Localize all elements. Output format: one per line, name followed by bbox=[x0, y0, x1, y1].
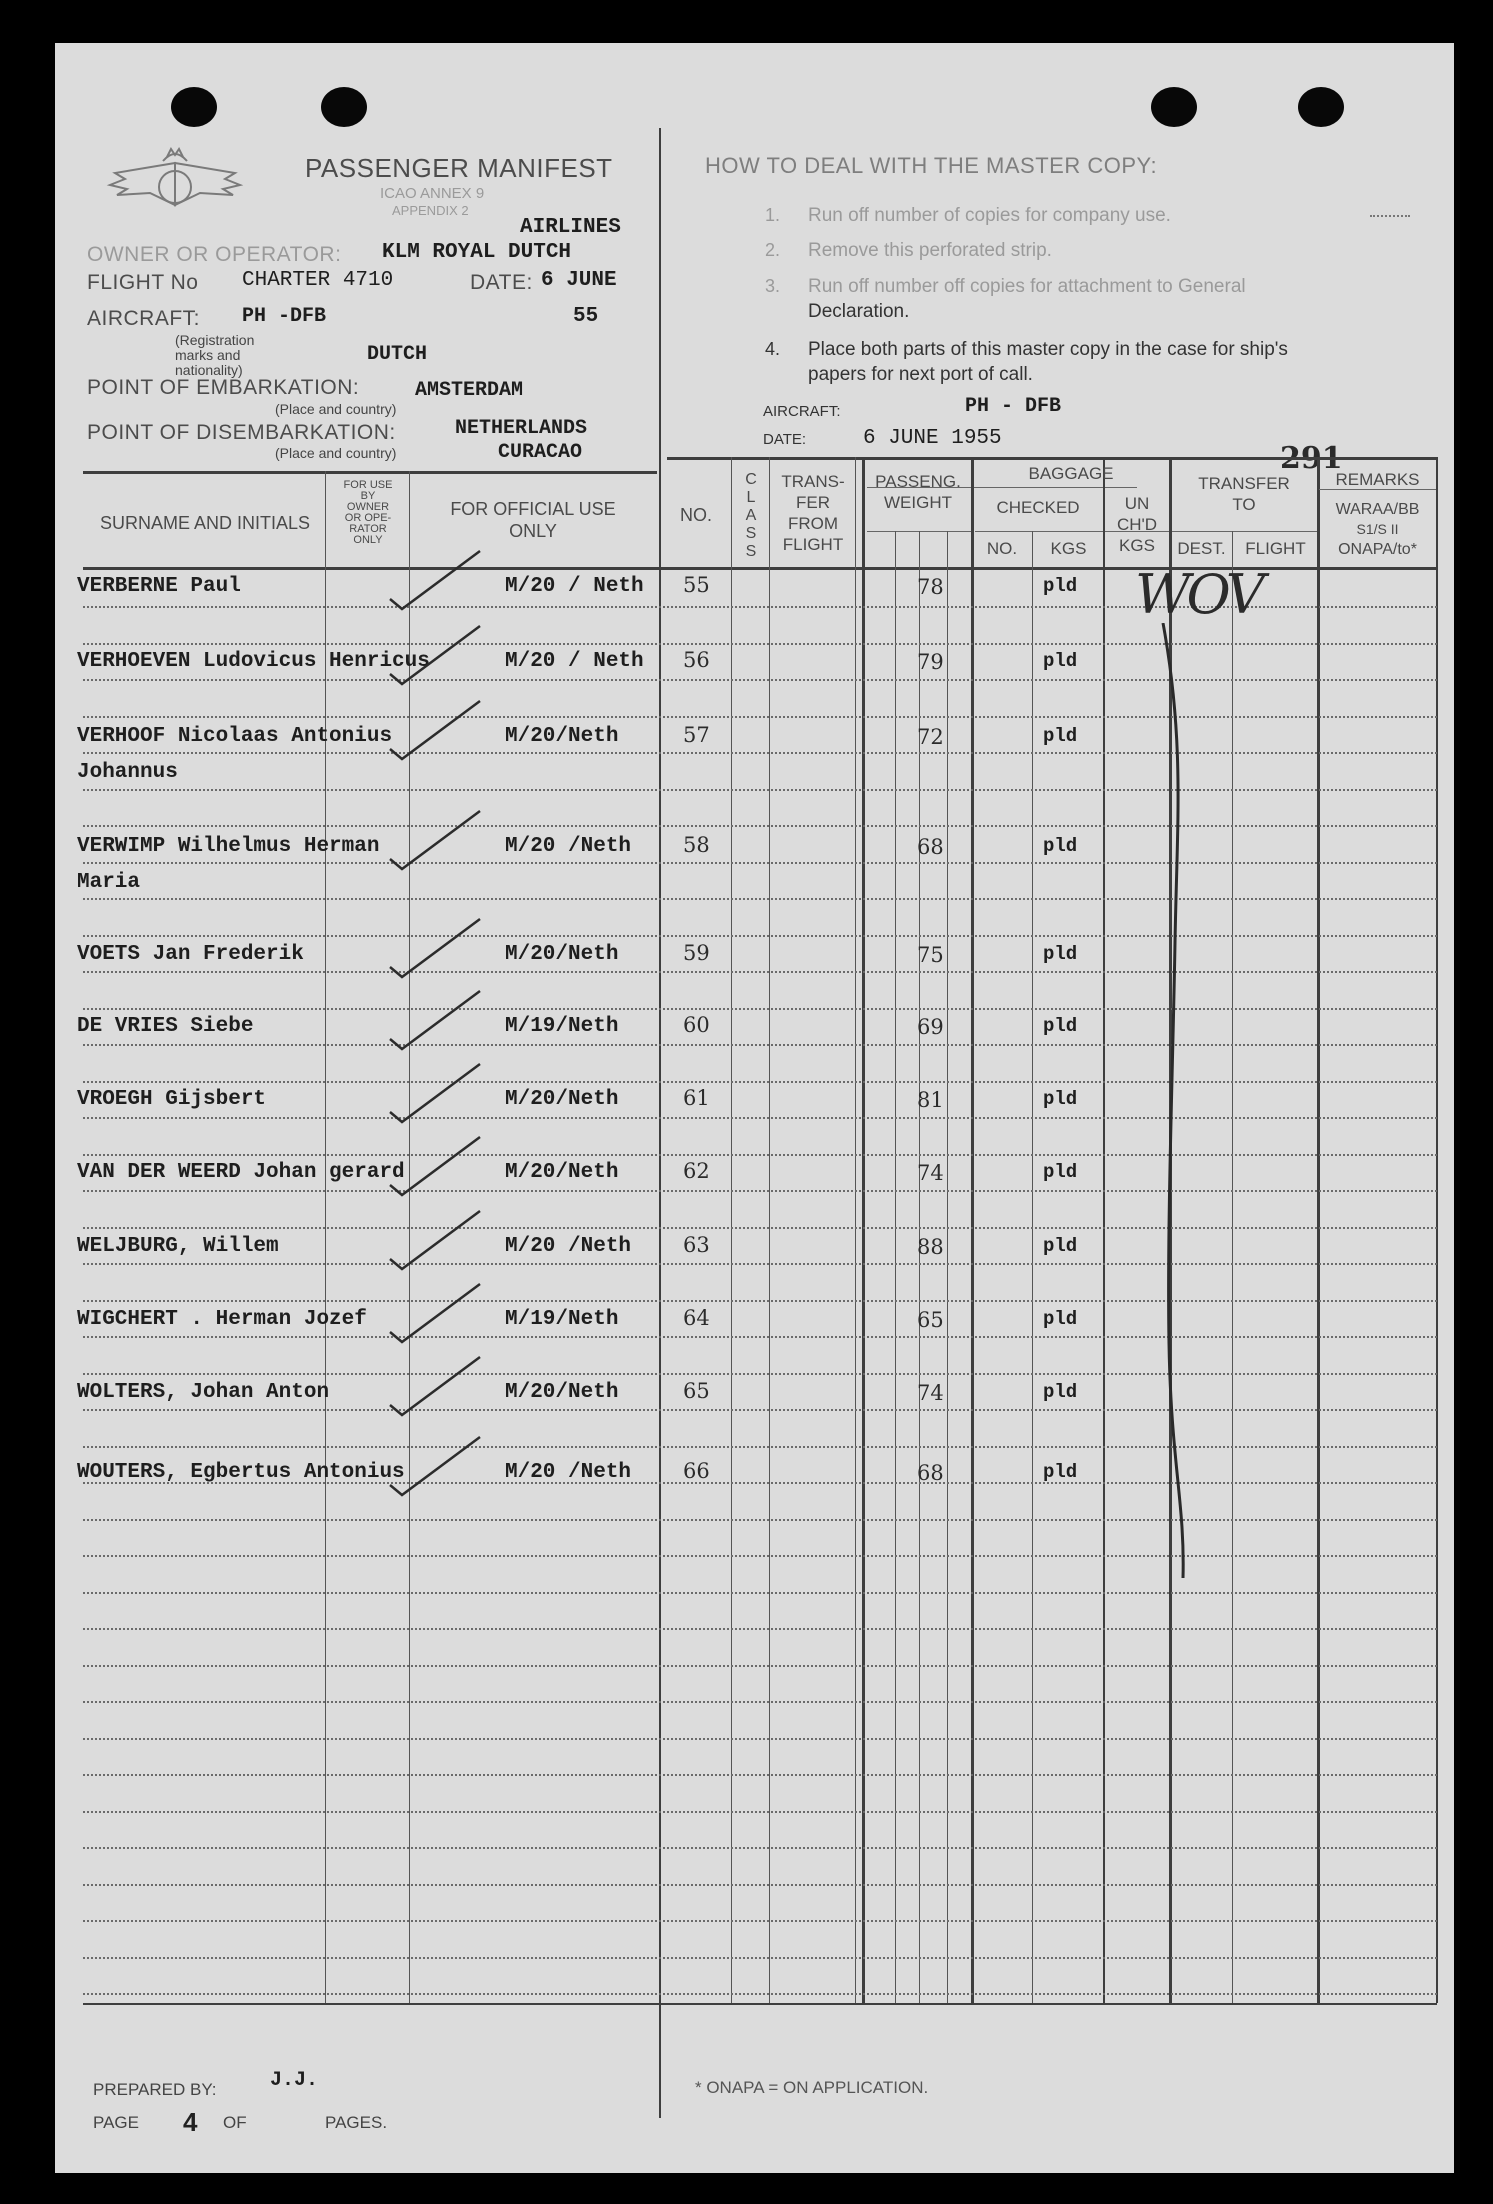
passenger-weight: 74 bbox=[917, 1161, 944, 1185]
instruction-text: Run off number of copies for company use. bbox=[808, 205, 1171, 226]
official-use-value: M/19/Neth bbox=[505, 1015, 619, 1038]
page-stamp: 291 bbox=[1280, 441, 1343, 476]
owner-value-line2: AIRLINES bbox=[520, 216, 621, 239]
passenger-number: 58 bbox=[683, 833, 710, 857]
col-header-weight: PASSENG. bbox=[875, 472, 961, 491]
official-use-value: M/20/Neth bbox=[505, 1161, 619, 1184]
baggage-status: pld bbox=[1043, 650, 1078, 672]
owner-value: KLM ROYAL DUTCH bbox=[382, 241, 572, 264]
instruction-text: Run off number off copies for attachment to General bbox=[808, 276, 1246, 297]
manifest-title: PASSENGER MANIFEST bbox=[305, 153, 613, 183]
official-use-value: M/20/Neth bbox=[505, 725, 619, 748]
right-date-value: 6 JUNE 1955 bbox=[863, 427, 1002, 450]
instructions-title: HOW TO DEAL WITH THE MASTER COPY: bbox=[705, 153, 1158, 178]
check-mark bbox=[390, 1357, 480, 1415]
owner-label: OWNER OR OPERATOR: bbox=[87, 243, 342, 266]
col-header-transfer-to: TRANSFER bbox=[1198, 474, 1290, 493]
embarkation-note: (Place and country) bbox=[275, 401, 397, 417]
aircraft-note: (Registration marks and nationality) bbox=[175, 332, 255, 378]
passenger-weight: 75 bbox=[917, 943, 944, 967]
instruction-number: 1. bbox=[765, 205, 781, 225]
col-header-checked-no: NO. bbox=[986, 539, 1018, 558]
passenger-weight: 68 bbox=[917, 835, 944, 859]
annex-label: ICAO ANNEX 9 bbox=[380, 185, 485, 202]
col-header-checked-kgs: KGS bbox=[1050, 539, 1087, 558]
check-mark bbox=[390, 1284, 480, 1342]
col-header-weight-line2: WEIGHT bbox=[884, 493, 952, 512]
check-mark bbox=[390, 991, 480, 1049]
instruction-text: Remove this perforated strip. bbox=[808, 240, 1052, 261]
of-label: OF bbox=[223, 2113, 247, 2132]
check-mark bbox=[390, 1137, 480, 1195]
col-header-remarks-sub: ONAPA/to* bbox=[1338, 541, 1417, 558]
passenger-number: 64 bbox=[683, 1306, 710, 1330]
pages-label: PAGES. bbox=[325, 2113, 388, 2132]
passenger-weight: 78 bbox=[917, 575, 944, 599]
disembarkation-note: (Place and country) bbox=[275, 445, 397, 461]
baggage-status: pld bbox=[1043, 725, 1078, 747]
passenger-number: 60 bbox=[683, 1013, 710, 1037]
passenger-number: 63 bbox=[683, 1233, 710, 1257]
disembarkation-value-line2: CURACAO bbox=[498, 441, 583, 464]
baggage-status: pld bbox=[1043, 1088, 1078, 1110]
passenger-weight: 72 bbox=[917, 725, 944, 749]
passenger-weight: 69 bbox=[917, 1015, 944, 1039]
disembarkation-value: NETHERLANDS bbox=[455, 417, 588, 440]
date-year-value: 55 bbox=[573, 305, 599, 328]
official-use-value: M/20 / Neth bbox=[505, 575, 644, 598]
transfer-mark: WOV bbox=[1135, 563, 1261, 626]
col-header-transfer-from: TRANS- FER FROM FLIGHT bbox=[781, 472, 845, 554]
col-header-dest: DEST. bbox=[1177, 539, 1226, 558]
page-value: 4 bbox=[183, 2107, 198, 2137]
col-header-for-use: FOR USE BY OWNER OR OPE- RATOR ONLY bbox=[343, 479, 393, 546]
passenger-number: 57 bbox=[683, 723, 710, 747]
passenger-weight: 65 bbox=[917, 1308, 944, 1332]
official-use-value: M/20/Neth bbox=[505, 1381, 619, 1404]
official-use-value: M/20 /Neth bbox=[505, 835, 632, 858]
official-use-value: M/20/Neth bbox=[505, 943, 619, 966]
footer-note: * ONAPA = ON APPLICATION. bbox=[695, 2078, 929, 2097]
col-header-unchecked: UN CH'D KGS bbox=[1116, 494, 1158, 555]
baggage-status: pld bbox=[1043, 575, 1078, 597]
col-header-official: FOR OFFICIAL USE bbox=[450, 499, 616, 519]
passenger-name: VOETS Jan Frederik bbox=[77, 943, 304, 966]
official-use-value: M/20/Neth bbox=[505, 1088, 619, 1111]
passenger-name: WOUTERS, Egbertus Antonius bbox=[77, 1461, 405, 1484]
appendix-label: APPENDIX 2 bbox=[392, 203, 469, 218]
baggage-status: pld bbox=[1043, 1161, 1078, 1183]
embarkation-label: POINT OF EMBARKATION: bbox=[87, 376, 360, 399]
official-use-value: M/20 / Neth bbox=[505, 650, 644, 673]
passenger-number: 65 bbox=[683, 1379, 710, 1403]
col-header-remarks-sub: S1/S II bbox=[1356, 521, 1399, 537]
passenger-name-cont: Johannus bbox=[77, 761, 178, 784]
instruction-number: 2. bbox=[765, 240, 781, 260]
passenger-number: 61 bbox=[683, 1086, 710, 1110]
col-header-flight: FLIGHT bbox=[1245, 539, 1306, 558]
passenger-name-cont: Maria bbox=[77, 871, 141, 894]
baggage-status: pld bbox=[1043, 1015, 1078, 1037]
check-mark bbox=[390, 919, 480, 977]
tick-marks bbox=[55, 43, 1454, 2173]
manifest-sheet bbox=[55, 43, 1454, 2173]
passenger-number: 59 bbox=[683, 941, 710, 965]
col-header-official-line2: ONLY bbox=[509, 521, 557, 541]
col-header-no: NO. bbox=[679, 505, 712, 525]
passenger-name: VAN DER WEERD Johan gerard bbox=[77, 1161, 405, 1184]
passenger-name: VERHOEVEN Ludovicus Henricus bbox=[77, 650, 430, 673]
right-aircraft-label: AIRCRAFT: bbox=[763, 403, 841, 420]
baggage-status: pld bbox=[1043, 1235, 1078, 1257]
col-header-transfer-to-line2: TO bbox=[1232, 495, 1256, 514]
instruction-text-cont: papers for next port of call. bbox=[808, 364, 1033, 385]
passenger-weight: 88 bbox=[917, 1235, 944, 1259]
passenger-weight: 81 bbox=[917, 1088, 944, 1112]
check-mark bbox=[390, 701, 480, 759]
prepared-value: J.J. bbox=[270, 2069, 319, 2092]
flight-value: CHARTER 4710 bbox=[242, 269, 394, 292]
passenger-name: WIGCHERT . Herman Jozef bbox=[77, 1308, 367, 1331]
aircraft-label: AIRCRAFT: bbox=[87, 307, 201, 330]
disembarkation-label: POINT OF DISEMBARKATION: bbox=[87, 421, 396, 444]
aircraft-value: PH -DFB bbox=[242, 305, 327, 328]
passenger-name: WELJBURG, Willem bbox=[77, 1235, 279, 1258]
check-mark bbox=[390, 1211, 480, 1269]
right-aircraft-value: PH - DFB bbox=[965, 395, 1062, 418]
passenger-number: 66 bbox=[683, 1459, 710, 1483]
nationality-value: DUTCH bbox=[367, 343, 428, 366]
page-label: PAGE bbox=[93, 2113, 139, 2132]
baggage-status: pld bbox=[1043, 835, 1078, 857]
baggage-status: pld bbox=[1043, 943, 1078, 965]
instruction-number: 3. bbox=[765, 276, 781, 296]
check-mark bbox=[390, 1437, 480, 1495]
passenger-number: 62 bbox=[683, 1159, 710, 1183]
check-mark bbox=[390, 551, 480, 609]
passenger-name: VERHOOF Nicolaas Antonius bbox=[77, 725, 393, 748]
passenger-weight: 68 bbox=[917, 1461, 944, 1485]
col-header-remarks: REMARKS bbox=[1335, 470, 1420, 489]
passenger-name: DE VRIES Siebe bbox=[77, 1015, 254, 1038]
passenger-number: 55 bbox=[683, 573, 710, 597]
instruction-number: 4. bbox=[765, 339, 781, 359]
official-use-value: M/19/Neth bbox=[505, 1308, 619, 1331]
check-mark bbox=[390, 1064, 480, 1122]
official-use-value: M/20 /Neth bbox=[505, 1461, 632, 1484]
col-header-class: C L A S S bbox=[745, 471, 757, 560]
flight-label: FLIGHT No bbox=[87, 271, 199, 294]
col-header-checked: CHECKED bbox=[996, 498, 1080, 517]
transfer-bracket-line bbox=[1155, 623, 1195, 1583]
instruction-text-cont: Declaration. bbox=[808, 301, 910, 322]
baggage-status: pld bbox=[1043, 1381, 1078, 1403]
instruction-text: Place both parts of this master copy in the case for ship's bbox=[808, 339, 1288, 360]
right-date-label: DATE: bbox=[763, 431, 807, 448]
col-header-baggage: BAGGAGE bbox=[1028, 464, 1114, 483]
check-mark bbox=[390, 811, 480, 869]
official-use-value: M/20 /Neth bbox=[505, 1235, 632, 1258]
col-header-surname: SURNAME AND INITIALS bbox=[99, 513, 311, 533]
passenger-name: VERWIMP Wilhelmus Herman bbox=[77, 835, 380, 858]
passenger-name: VROEGH Gijsbert bbox=[77, 1088, 267, 1111]
passenger-weight: 74 bbox=[917, 1381, 944, 1405]
baggage-status: pld bbox=[1043, 1461, 1078, 1483]
passenger-weight: 79 bbox=[917, 650, 944, 674]
passenger-number: 56 bbox=[683, 648, 710, 672]
passenger-name: WOLTERS, Johan Anton bbox=[77, 1381, 330, 1404]
prepared-label: PREPARED BY: bbox=[93, 2080, 217, 2099]
embarkation-value: AMSTERDAM bbox=[415, 379, 524, 402]
passenger-name: VERBERNE Paul bbox=[77, 575, 241, 598]
date-label: DATE: bbox=[470, 271, 533, 294]
col-header-remarks-sub: WARAA/BB bbox=[1335, 501, 1420, 518]
baggage-status: pld bbox=[1043, 1308, 1078, 1330]
date-value: 6 JUNE bbox=[541, 269, 617, 292]
check-mark bbox=[390, 626, 480, 684]
